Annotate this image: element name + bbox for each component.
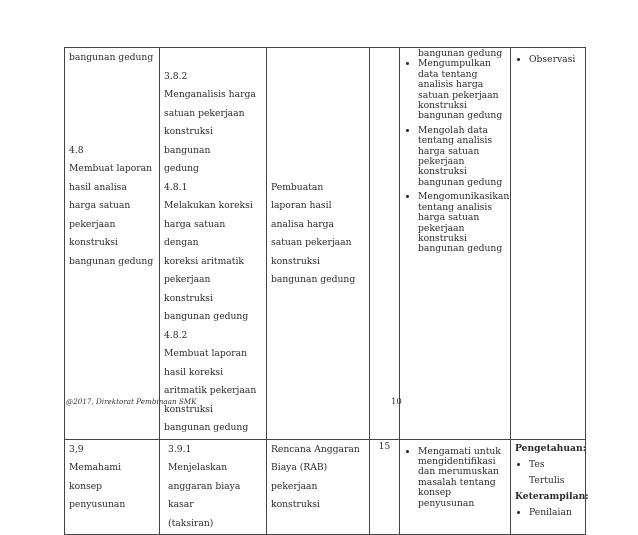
cell-line: Melakukan koreksi	[164, 200, 253, 211]
indicator-cell	[160, 439, 267, 535]
list-item: • Mengomunikasikan tentang analisis harga satuan pekerjaan konstruksi bangunan gedung	[418, 192, 506, 254]
cell-line: harga satuan	[69, 200, 131, 211]
assessment-list	[515, 457, 581, 489]
cell-line	[271, 142, 365, 161]
learning-activity-cell	[400, 439, 511, 535]
cell-line: 3.8.2	[164, 70, 188, 82]
cell-line: 4.8.2	[164, 329, 188, 341]
cell-line: Rencana Anggaran	[271, 443, 360, 455]
activity-lead: bangunan gedung	[418, 48, 503, 59]
assessment-cell	[511, 48, 586, 440]
cell-line: Memahami	[69, 462, 122, 473]
cell-line: analisa harga	[271, 218, 335, 230]
table-row	[65, 48, 586, 440]
activity-list	[404, 58, 510, 255]
cell-line: 4.8.1	[164, 181, 188, 193]
cell-line: konstruksi bangunan	[164, 126, 213, 156]
cell-line: aritmatik pekerjaan	[164, 385, 257, 396]
page-number: 10	[391, 397, 402, 407]
cell-line: pekerjaan	[271, 480, 318, 492]
material-text	[271, 49, 365, 290]
list-item: • Mengamati untuk mengidentifikasi dan merumuskan masalah tentang konsep penyusunan	[418, 447, 506, 509]
list-item: • Tes Tertulis	[529, 457, 581, 489]
list-item: • Penilaian	[529, 505, 581, 521]
cell-line: koreksi aritmatik	[164, 255, 244, 267]
assessment-heading: Pengetahuan:	[515, 442, 587, 454]
cell-line: anggaran biaya kasar	[168, 480, 241, 510]
competency-cell	[65, 439, 160, 535]
cell-line	[271, 49, 365, 68]
cell-line	[271, 123, 365, 142]
material-cell	[267, 48, 370, 440]
cell-line: bangunan gedung	[164, 311, 249, 322]
cell-line: Membuat laporan	[164, 348, 248, 359]
cell-line: hasil analisa	[69, 181, 127, 193]
cell-line: hasil koreksi	[164, 366, 224, 378]
cell-line: pekerjaan konstruksi	[164, 274, 213, 304]
cell-line: konstruksi	[271, 255, 320, 267]
cell-line: bangunan gedung	[69, 52, 154, 63]
cell-line: Pembuatan	[271, 181, 324, 193]
cell-line: 4.8	[69, 144, 84, 156]
cell-line: Menjelaskan	[168, 462, 228, 473]
cell-line: (taksiran)	[168, 517, 214, 529]
time-cell	[370, 48, 400, 440]
indicator-text	[164, 441, 262, 534]
table-row	[65, 439, 586, 535]
assessment-cell	[511, 439, 589, 535]
cell-line: Menganalisis harga	[164, 89, 256, 100]
activity-list	[404, 447, 506, 509]
cell-line: 3.9.1	[168, 443, 192, 455]
cell-line: konstruksi	[164, 403, 213, 415]
list-item: • Observasi	[529, 55, 581, 65]
cell-line: 3,9	[69, 443, 84, 455]
cell-line: pekerjaan	[69, 218, 116, 230]
footer-copyright: @2017, Direktorat Pembinaan SMK	[66, 397, 197, 406]
material-cell	[267, 439, 370, 535]
cell-line: laporan hasil	[271, 200, 332, 211]
cell-line	[69, 123, 155, 142]
cell-line	[69, 68, 155, 87]
learning-activity-cell	[400, 48, 511, 440]
syllabus-table	[64, 47, 589, 535]
competency-cell	[65, 48, 160, 440]
cell-line: harga satuan dengan	[164, 218, 226, 248]
cell-line	[164, 49, 262, 68]
list-item: • Mengolah data tentang analisis harga satuan pekerjaan konstruksi bangunan gedung	[418, 126, 506, 188]
cell-line: konstruksi	[271, 499, 320, 510]
cell-line	[271, 105, 365, 124]
indicator-cell	[160, 48, 267, 440]
cell-line: penyusunan	[69, 499, 126, 510]
assessment-list	[515, 55, 581, 65]
cell-line	[271, 86, 365, 105]
assessment-heading: Keterampilan:	[515, 490, 589, 502]
list-item: • Mengumpulkan data tentang analisis harga satuan pekerjaan konstruksi bangunan gedung	[418, 59, 506, 121]
indicator-text	[164, 49, 262, 438]
cell-line	[271, 160, 365, 179]
cell-line: bangunan gedung	[271, 274, 356, 285]
cell-line	[271, 68, 365, 87]
cell-line: konstruksi	[69, 237, 118, 248]
cell-line: bangunan gedung	[69, 255, 154, 267]
cell-line: gedung	[164, 163, 199, 174]
time-cell: 15	[370, 439, 400, 535]
cell-line: satuan pekerjaan	[164, 107, 245, 119]
cell-line	[69, 105, 155, 124]
cell-line	[69, 86, 155, 105]
cell-line: konsep	[69, 480, 103, 492]
cell-line: Membuat laporan	[69, 163, 153, 174]
cell-line: Biaya (RAB)	[271, 462, 328, 473]
cell-line: satuan pekerjaan	[271, 237, 352, 248]
assessment-list	[515, 505, 581, 521]
cell-line: bangunan gedung	[164, 422, 249, 433]
competency-text	[69, 49, 155, 271]
